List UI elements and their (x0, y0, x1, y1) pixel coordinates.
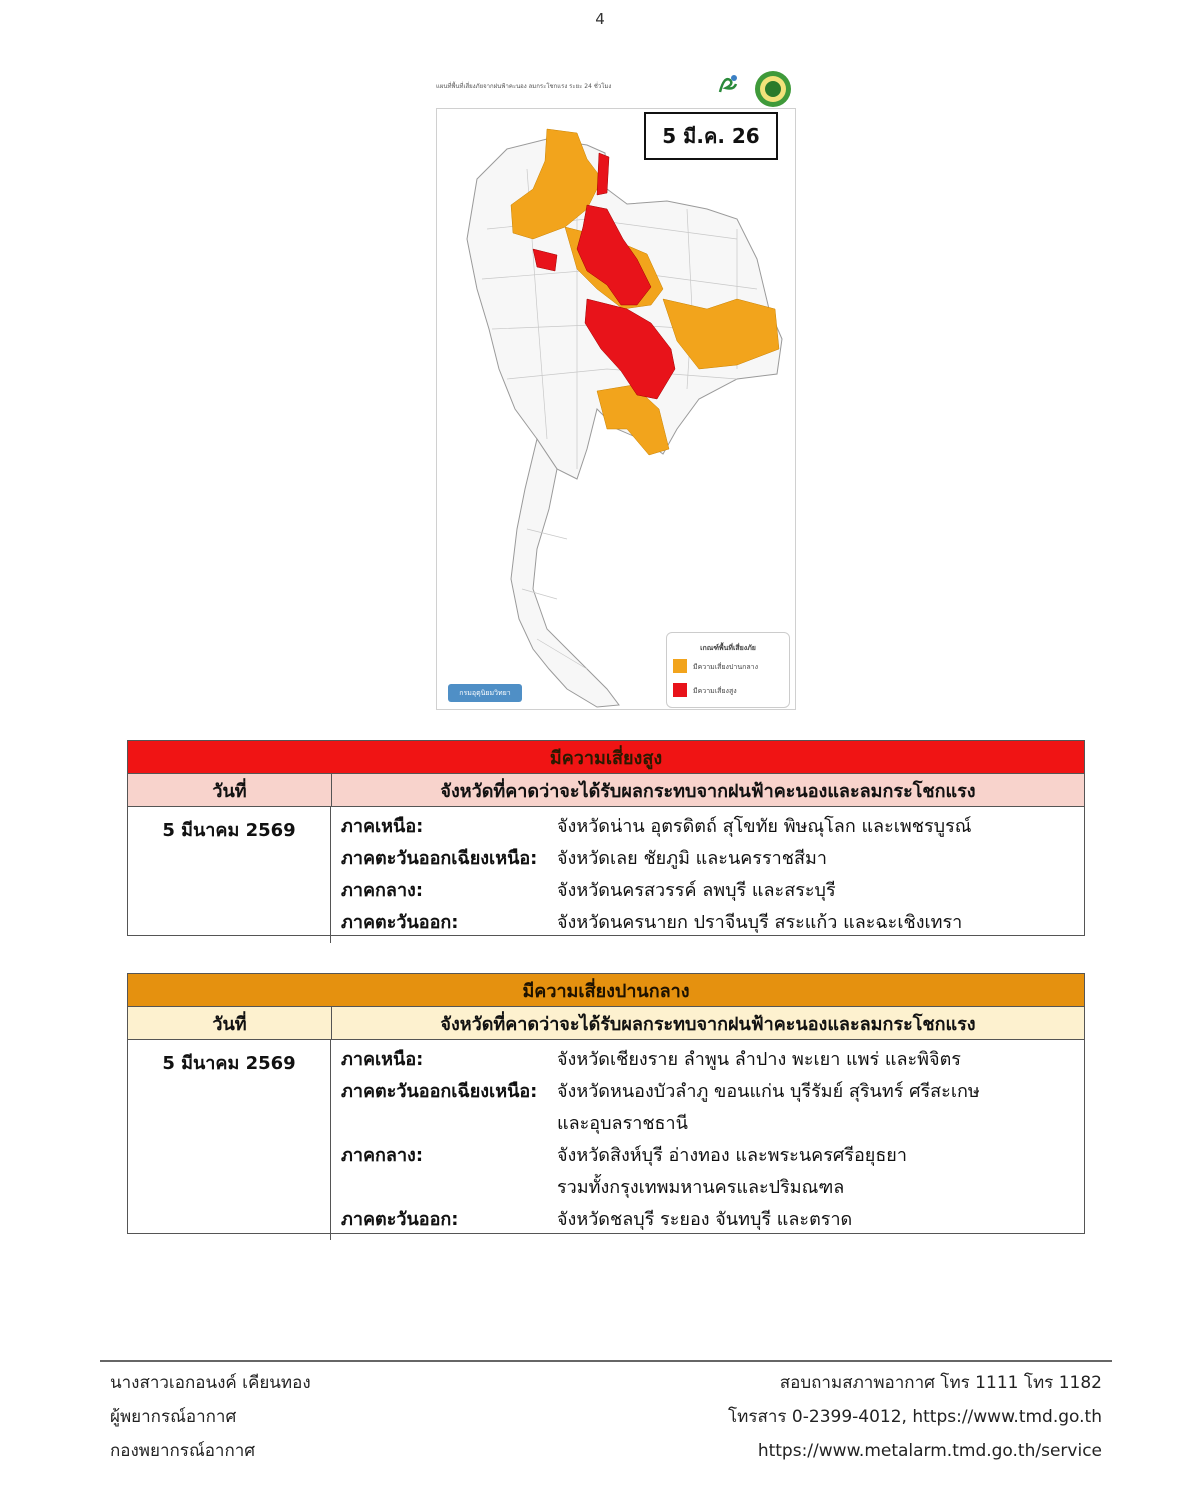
page-number: 4 (595, 10, 605, 28)
region-provinces: จังหวัดหนองบัวลำภู ขอนแก่น บุรีรัมย์ สุรินทร์ ศรีสะเกษ (557, 1081, 980, 1102)
high-risk-date: 5 มีนาคม 2569 (128, 807, 331, 943)
medium-risk-table (127, 973, 1085, 1234)
region-row (341, 1044, 1084, 1076)
region-provinces-continued: รวมทั้งกรุงเทพมหานครและปริมณฑล (557, 1177, 845, 1198)
high-risk-title: มีความเสี่ยงสูง (128, 741, 1084, 774)
medium-risk-body-row (128, 1040, 1084, 1240)
col-date-header: วันที่ (128, 774, 332, 806)
legend-medium-label: มีความเสี่ยงปานกลาง (693, 663, 758, 671)
region-row-continued (341, 1108, 1084, 1140)
region-name: ภาคตะวันออก: (341, 1209, 459, 1230)
medium-risk-title: มีความเสี่ยงปานกลาง (128, 974, 1084, 1007)
footer-author-block (110, 1366, 311, 1468)
region-row (341, 907, 1084, 939)
contact-phone: สอบถามสภาพอากาศ โทร 1111 โทร 1182 (779, 1373, 1102, 1393)
legend-high-label: มีความเสี่ยงสูง (693, 687, 737, 695)
region-name: ภาคกลาง: (341, 1145, 424, 1166)
region-name: ภาคตะวันออกเฉียงเหนือ: (341, 848, 538, 869)
region-provinces: จังหวัดสิงห์บุรี อ่างทอง และพระนครศรีอยุธยา (557, 1145, 907, 1166)
contact-fax-website[interactable]: โทรสาร 0-2399-4012, https://www.tmd.go.th (728, 1407, 1102, 1427)
thailand-map (437, 109, 795, 709)
footer-divider (100, 1360, 1112, 1362)
region-name: ภาคกลาง: (341, 880, 424, 901)
map-frame (436, 108, 796, 710)
tmd-logo-icon (714, 72, 742, 100)
high-risk-body-row (128, 807, 1084, 943)
legend-title: เกณฑ์พื้นที่เสี่ยงภัย (700, 644, 756, 652)
col-date-header: วันที่ (128, 1007, 332, 1039)
col-provinces-header: จังหวัดที่คาดว่าจะได้รับผลกระทบจากฝนฟ้าคะนองและลมกระโชกแรง (440, 1013, 976, 1035)
ministry-seal-icon (754, 70, 792, 108)
region-row (341, 875, 1084, 907)
region-provinces-continued: และอุบลราชธานี (557, 1113, 688, 1134)
legend-medium-swatch (673, 659, 687, 673)
region-row (341, 1204, 1084, 1236)
land-south (511, 439, 619, 707)
author-name: นางสาวเอกอนงค์ เคียนทอง (110, 1373, 311, 1393)
author-department: กองพยากรณ์อากาศ (110, 1441, 256, 1461)
map-legend (666, 632, 790, 708)
col-provinces-header: จังหวัดที่คาดว่าจะได้รับผลกระทบจากฝนฟ้าคะนองและลมกระโชกแรง (440, 780, 976, 802)
high-north (597, 153, 609, 195)
region-provinces: จังหวัดเชียงราย ลำพูน ลำปาง พะเยา แพร่ และพิจิตร (557, 1049, 961, 1070)
medium-risk-header-row (128, 1007, 1084, 1040)
region-name: ภาคเหนือ: (341, 1049, 424, 1070)
footer-contact-block (728, 1366, 1102, 1468)
author-title: ผู้พยากรณ์อากาศ (110, 1407, 237, 1427)
region-row-continued (341, 1172, 1084, 1204)
region-provinces: จังหวัดชลบุรี ระยอง จันทบุรี และตราด (557, 1209, 853, 1230)
risk-map-figure (432, 70, 798, 710)
legend-high-swatch (673, 683, 687, 697)
region-row (341, 811, 1084, 843)
map-header-text: แผนที่พื้นที่เสี่ยงภัยจากฝนฟ้าคะนอง ลมกระโชกแรง ระยะ 24 ชั่วโมง (436, 83, 612, 90)
region-name: ภาคตะวันออกเฉียงเหนือ: (341, 1081, 538, 1102)
region-row (341, 1076, 1084, 1108)
region-provinces: จังหวัดเลย ชัยภูมิ และนครราชสีมา (557, 848, 827, 869)
map-date-label: 5 มี.ค. 26 (644, 112, 778, 160)
region-row (341, 1140, 1084, 1172)
medium-risk-regions (331, 1040, 1084, 1240)
region-name: ภาคตะวันออก: (341, 912, 459, 933)
region-provinces: จังหวัดนครสวรรค์ ลพบุรี และสระบุรี (557, 880, 836, 901)
contact-service-link[interactable]: https://www.metalarm.tmd.go.th/service (757, 1441, 1102, 1461)
high-risk-header-row (128, 774, 1084, 807)
region-provinces: จังหวัดนครนายก ปราจีนบุรี สระแก้ว และฉะเชิงเทรา (557, 912, 963, 933)
medium-risk-date: 5 มีนาคม 2569 (128, 1040, 331, 1240)
map-badge: กรมอุตุนิยมวิทยา (448, 684, 522, 702)
high-risk-regions (331, 807, 1084, 943)
region-name: ภาคเหนือ: (341, 816, 424, 837)
region-provinces: จังหวัดน่าน อุตรดิตถ์ สุโขทัย พิษณุโลก และเพชรบูรณ์ (557, 816, 972, 837)
region-row (341, 843, 1084, 875)
high-risk-table (127, 740, 1085, 936)
